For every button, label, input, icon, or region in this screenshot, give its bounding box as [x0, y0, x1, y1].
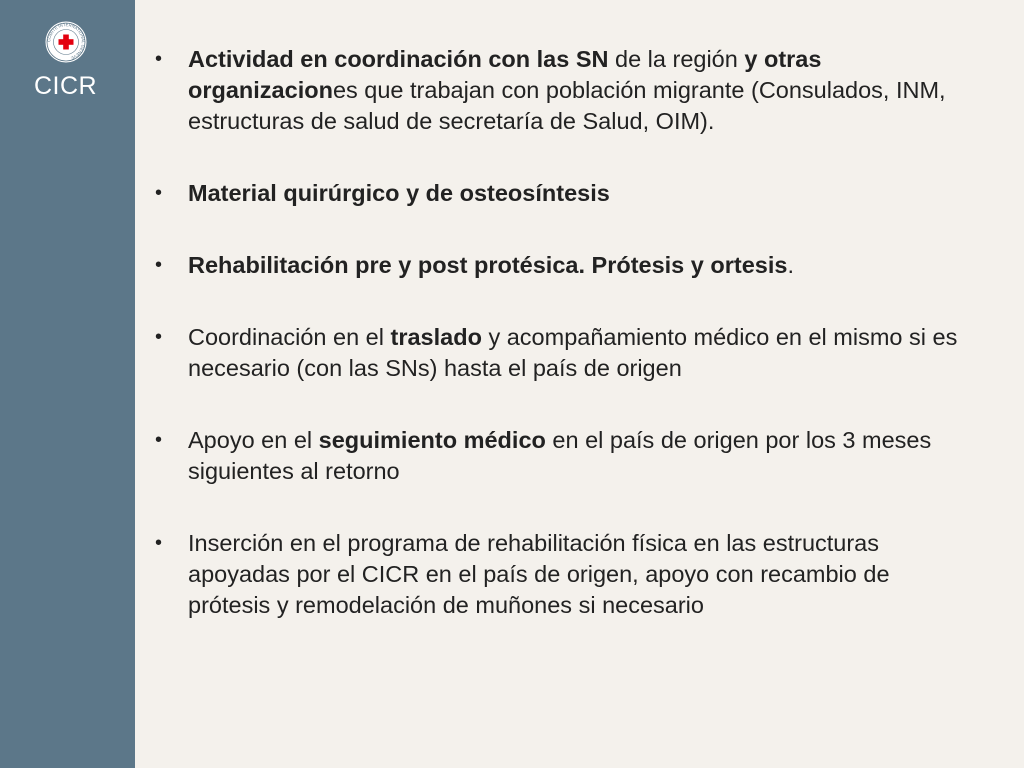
body-text: y acompañamiento médico en el mismo si es necesario (con las SNs) hasta el país de origen — [188, 324, 958, 381]
bullet-item — [155, 250, 975, 281]
bullet-item — [155, 44, 975, 137]
bold-text: Actividad en coordinación con las SN — [188, 46, 609, 72]
bullet-marker: • — [155, 182, 163, 204]
body-text: es que trabajan con población migrante (Consulados, INM, estructuras de salud de secretaría de Salud, OIM). — [188, 77, 946, 134]
bold-text: Rehabilitación pre y post protésica. Prótesis y ortesis — [188, 252, 788, 278]
bullet-item — [155, 425, 975, 487]
bullet-marker: • — [155, 532, 163, 554]
bullet-marker: • — [155, 48, 163, 70]
bold-text: Material quirúrgico y de osteosíntesis — [188, 180, 610, 206]
org-name: CICR — [34, 72, 98, 100]
bold-text: seguimiento médico — [318, 427, 546, 453]
bold-text: y otras organizacion — [188, 46, 822, 103]
body-text: de la región — [608, 46, 745, 72]
body-text: . — [787, 252, 794, 278]
bullet-marker: • — [155, 326, 163, 348]
bullet-marker: • — [155, 429, 163, 451]
bold-text: traslado — [390, 324, 482, 350]
body-text: Coordinación en el — [188, 324, 391, 350]
bullet-marker: • — [155, 254, 163, 276]
body-text: Inserción en el programa de rehabilitación física en las estructuras apoyadas por el CICR en el país de origen, apoyo con recambio de prótesis y remodelación de muñones si necesario — [188, 530, 890, 618]
icrc-emblem-icon — [44, 20, 88, 64]
logo-ring-text: COMITE INTERNATIONAL GENEVE — [46, 22, 86, 61]
bullet-list — [155, 44, 975, 621]
body-text: Apoyo en el — [188, 427, 319, 453]
bullet-item — [155, 528, 975, 621]
body-text: en el país de origen por los 3 meses siguientes al retorno — [188, 427, 932, 484]
sidebar — [0, 0, 135, 768]
bullet-item — [155, 322, 975, 384]
bullet-item — [155, 178, 975, 209]
